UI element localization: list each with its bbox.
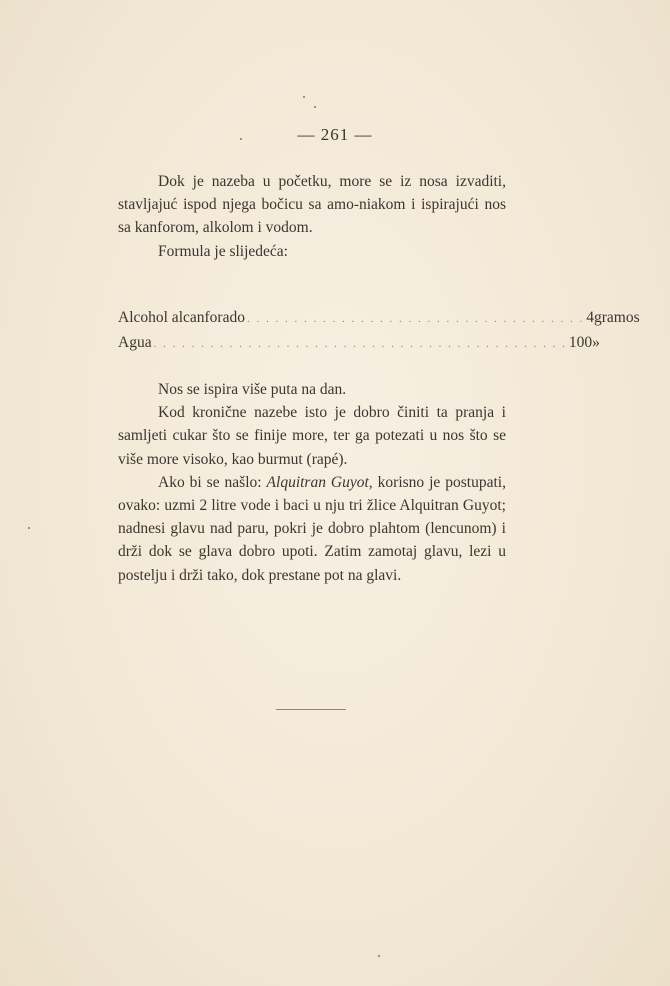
italic-term: Alquitran Guyot, [266,473,373,491]
paper-speck [28,527,30,529]
ingredient-unit: gramos [593,309,640,326]
dot-leader: . . . . . . . . . . . . . . . . . . . . . . . . . . . . . . . . . . . . [246,313,585,325]
paragraph-text: Ako bi se našlo: [158,473,267,491]
text-block-bottom [118,378,506,587]
paragraph [118,471,506,587]
paragraph: Formula je slijedeća: [158,242,288,260]
ingredient-name: Agua [118,334,152,351]
paper-speck [314,106,316,108]
paragraph-text: korisno je postupati, ovako: uzmi 2 litre vode i baci u nju tri žlice Alquitran Guyot; nadnesi glavu nad paru, pokri je dobro plahtom (lencunom) i drži dok se glava dobro upoti. Zatim zamotaj glavu, lezi u postelju i drži tako, dok prestane pot na glavi. [118,473,506,584]
ingredient-name: Alcohol alcanforado [118,309,245,326]
paper-speck [378,955,380,957]
ingredient-amount: 100 [568,334,593,351]
section-divider [276,709,346,710]
ingredient-unit: » [592,334,600,351]
formula-table [118,306,640,356]
page-number: — 261 — [297,125,373,144]
text-block-top [118,170,506,263]
paragraph: Dok je nazeba u početku, more se iz nosa izvaditi, stavljajuć ispod njega bočicu sa amo-niakom i ispirajući nos sa kanforom, alkolom i vodom. [118,173,506,237]
paragraph: Nos se ispira više puta na dan. [158,381,347,398]
formula-row [118,331,600,356]
paper-speck [303,96,305,98]
formula-row [118,306,640,331]
dot-leader: . . . . . . . . . . . . . . . . . . . . . . . . . . . . . . . . . . . . . . . . . . . . [153,338,567,350]
ingredient-amount: 4 [586,309,594,326]
paragraph: Kod kronične nazebe isto je dobro činiti ta pranja i samljeti cukar što se finije more, ter ga potezati u nos što se više more visoko, kao burmut (rapé). [118,404,506,468]
